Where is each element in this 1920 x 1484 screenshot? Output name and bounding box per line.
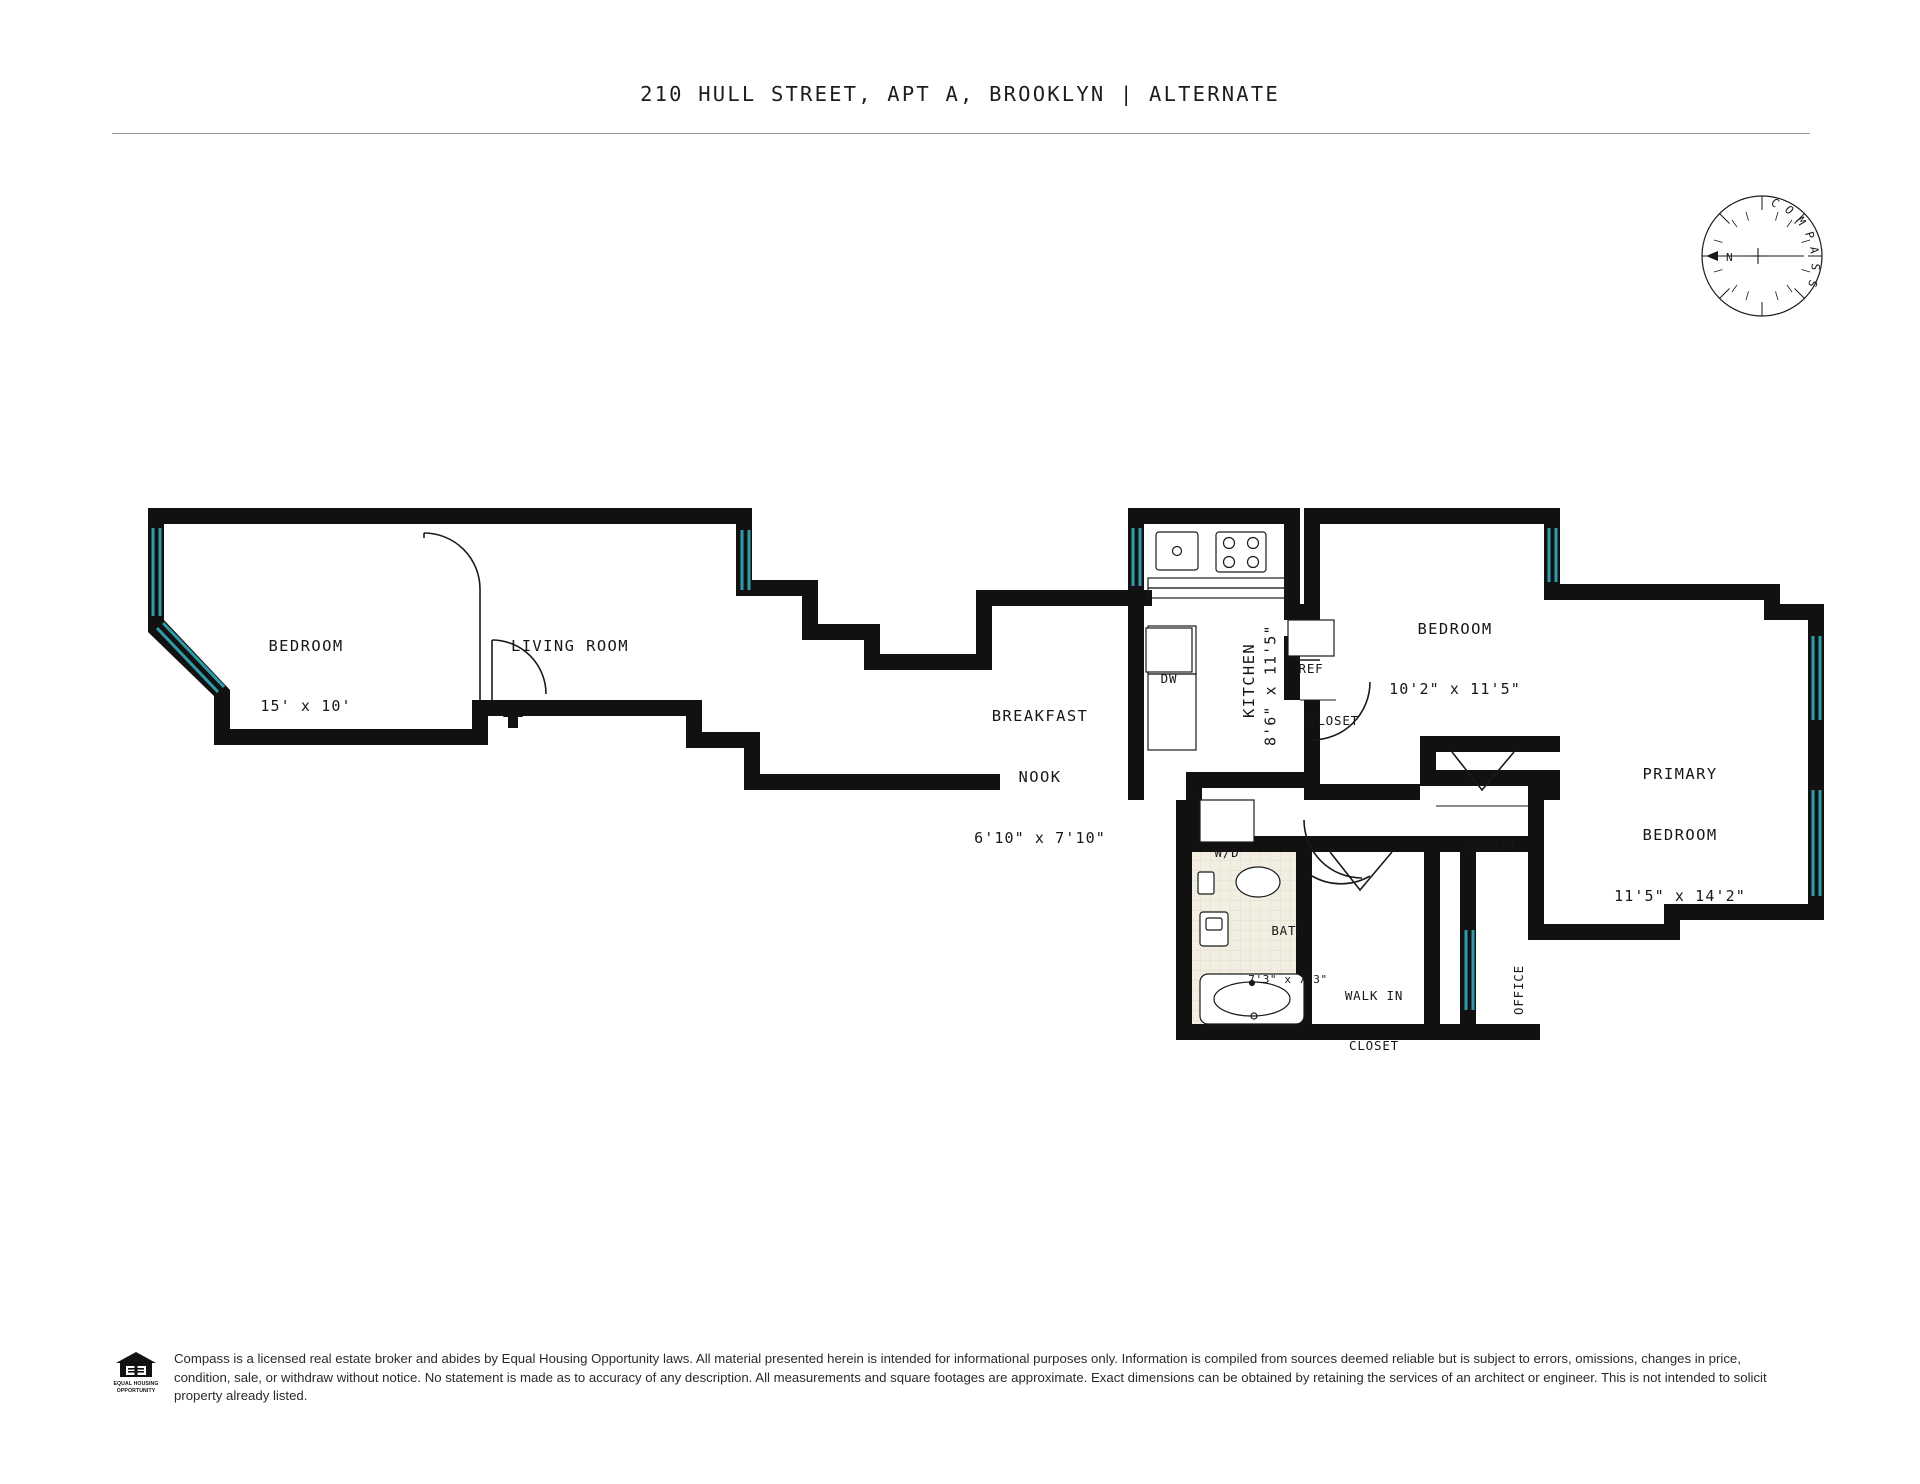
appliance-label-dishwasher — [1146, 638, 1192, 721]
eho-line-1: EQUAL HOUSING — [113, 1381, 159, 1387]
room-name-2: NOOK — [1018, 768, 1062, 787]
room-label-bedroom-front — [216, 595, 396, 758]
room-name: WALK IN — [1344, 988, 1404, 1003]
room-label-living-room — [460, 595, 680, 697]
room-name: PRIMARY — [1642, 764, 1718, 783]
room-dimensions: 10'2" x 11'5" — [1389, 680, 1521, 699]
compass-north-label: N — [1726, 251, 1733, 264]
room-label-walk-in-closet — [1312, 955, 1436, 1087]
room-name: OFFICE — [1511, 965, 1526, 1015]
room-dimensions: 8'6" x 11'5" — [1261, 624, 1280, 746]
room-name: BEDROOM — [268, 636, 344, 655]
room-name: LIVING ROOM — [510, 636, 630, 655]
svg-text:O: O — [1781, 202, 1798, 218]
appliance-label: W/D — [1214, 845, 1240, 860]
svg-text:S: S — [1804, 278, 1821, 290]
appliance-label: DW — [1160, 671, 1178, 686]
room-name: CLOSET — [1467, 838, 1517, 853]
room-name: KITCHEN — [1239, 642, 1258, 718]
svg-text:M: M — [1793, 214, 1810, 229]
room-dimensions: 11'5" x 14'2" — [1614, 886, 1746, 905]
svg-text:C: C — [1768, 195, 1783, 212]
room-name: BREAKFAST — [991, 706, 1089, 725]
svg-text:P: P — [1802, 229, 1818, 242]
room-name-2: BEDROOM — [1642, 826, 1718, 845]
room-name: BEDROOM — [1417, 619, 1493, 638]
svg-text:A: A — [1807, 245, 1822, 256]
room-name: CLOSET — [1309, 713, 1359, 728]
room-dimensions: 7'3" x 7'3" — [1248, 972, 1328, 986]
room-dimensions: 6'10" x 7'10" — [974, 828, 1106, 847]
disclaimer-text: Compass is a licensed real estate broker and abides by Equal Housing Opportunity laws. All material presented herein is intended for informational purposes only. Information is compiled from sources deemed reliable but is subject to errors, omissions, changes in price, condition, sale, or withdraw without notice. No statement is made as to accuracy of any description. All measurements and square footages are approximate. Exact dimensions can be obtained by retaining the services of an architect or engineer. This is not intended to solicit property already listed. — [174, 1351, 1767, 1404]
room-label-office — [1478, 935, 1561, 1045]
room-label-closet-hall — [1442, 805, 1542, 888]
footer — [112, 1350, 1812, 1406]
appliance-label-washer-dryer — [1200, 812, 1254, 895]
appliance-label: REF — [1298, 661, 1324, 676]
room-dimensions: 15' x 10' — [260, 697, 352, 716]
room-label-primary-bedroom — [1560, 723, 1800, 947]
equal-housing-icon — [114, 1350, 158, 1380]
equal-housing-logo — [112, 1350, 160, 1394]
room-label-bedroom-rear — [1355, 578, 1555, 741]
appliance-label-refrigerator — [1288, 628, 1334, 711]
room-name: BATH — [1271, 923, 1305, 938]
room-name-2: CLOSET — [1349, 1037, 1399, 1053]
page-title: 210 HULL STREET, APT A, BROOKLYN | ALTERNATE — [640, 82, 1280, 106]
eho-line-2: OPPORTUNITY — [116, 1387, 156, 1394]
room-label-breakfast-nook — [930, 665, 1150, 889]
svg-text:S: S — [1808, 262, 1823, 273]
